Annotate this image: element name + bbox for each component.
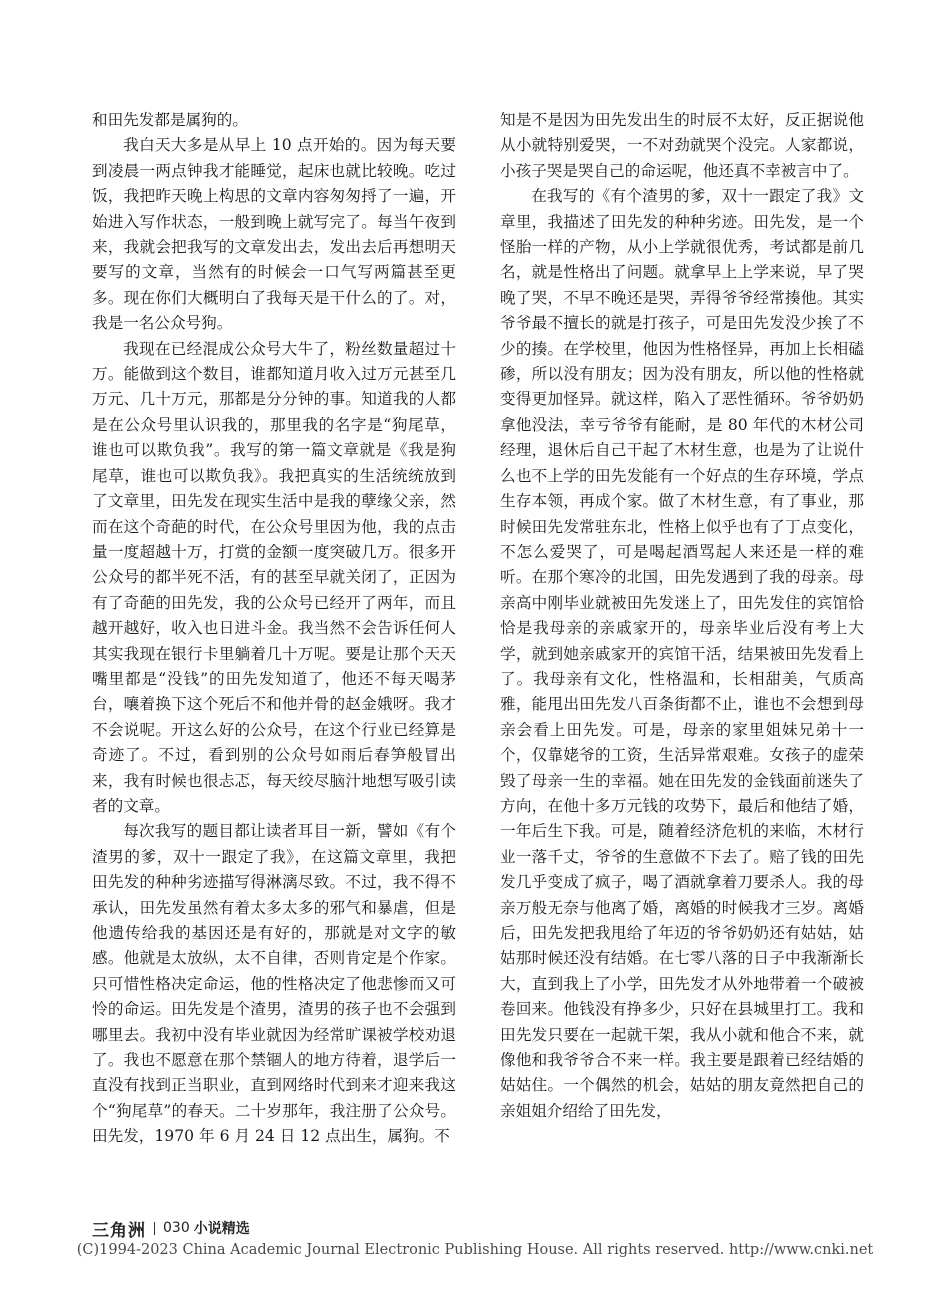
copyright-notice: (C)1994-2023 China Academic Journal Electronic Publishing House. All rights reserved. http://www.cnki.net — [76, 1242, 874, 1258]
paragraph: 我现在已经混成公众号大牛了，粉丝数量超过十万。能做到这个数目，谁都知道月收入过万元甚至几万元、几十万元，那都是分分钟的事。知道我的人都是在公众号里认识我的，那里我的名字是“狗尾草，谁也可以欺负我”。我写的第一篇文章就是《我是狗尾草，谁也可以欺负我》。我把真实的生活统统放到了文章里，田先发在现实生活中是我的孽缘父亲，然而在这个奇葩的时代，在公众号里因为他，我的点击量一度超越十万，打赏的金额一度突破几万。很多开公众号的都半死不活，有的甚至早就关闭了，正因为有了奇葩的田先发，我的公众号已经开了两年，而且越开越好，收入也日进斗金。我当然不会告诉任何人其实我现在银行卡里躺着几十万呢。要是让那个天天嘴里都是“没钱”的田先发知道了，他还不每天喝茅台，嚷着换下这个死后不和他并骨的赵金娥呀。我才不会说呢。开这么好的公众号，在这个行业已经算是奇迹了。不过，看到别的公众号如雨后春笋般冒出来，我有时候也很忐忑，每天绞尽脑汁地想写吸引读者的文章。 — [92, 339, 456, 815]
paragraph: 每次我写的题目都让读者耳目一新，譬如《有个渣男的爹，双十一跟定了我》，在这篇文章里，我把田先发的种种劣迹描写得淋漓尽致。不过，我不得不承认，田先发虽然有着太多太多的邪气和暴虐，但是他遗传给我的基因还是有好的，那就是对文字的敏感。他就是太放纵，太不自律，否则肯定是个作家。只可惜性格决定命运，他的性格决定了他悲惨而又可怜的命运。田先发是个渣男，渣男的孩子也不会强到哪里去。我初中没有毕业就因为经常旷课被学校劝退了。我也不愿意在那个禁锢人的地方待着，退学后一直没有找到正当职业，直到网络时代到来才迎来我这个“狗尾草”的春天。二十岁那年，我注册了公众号。田先发，1970 年 6 月 24 日 12 点出生，属狗。不 — [92, 822, 456, 1146]
magazine-logo: 三角洲 — [92, 1220, 146, 1241]
right-column — [500, 108, 864, 1124]
paragraph: 我白天大多是从早上 10 点开始的。因为每天要到凌晨一两点钟我才能睡觉，起床也就比较晚。吃过饭，我把昨天晚上构思的文章内容匆匆捋了一遍，开始进入写作状态，一般到晚上就写完了。每当午夜到来，我就会把我写的文章发出去，发出去后再想明天要写的文章，当然有的时候会一口气写两篇甚至更多。现在你们大概明白了我每天是干什么的了。对，我是一名公众号狗。 — [92, 136, 456, 333]
paragraph: 和田先发都是属狗的。 — [92, 111, 248, 129]
paragraph: 在我写的《有个渣男的爹，双十一跟定了我》文章里，我描述了田先发的种种劣迹。田先发，是一个怪胎一样的产物，从小上学就很优秀，考试都是前几名，就是性格出了问题。就拿早上上学来说，早了哭晚了哭，不早不晚还是哭，弄得爷爷经常揍他。其实爷爷最不擅长的就是打孩子，可是田先发没少挨了不少的揍。在学校里，他因为性格怪异，再加上长相磕碜，所以没有朋友；因为没有朋友，所以他的性格就变得更加怪异。就这样，陷入了恶性循环。爷爷奶奶拿他没法，幸亏爷爷有能耐，是 80 年代的木材公司经理，退休后自己干起了木材生意，也是为了让说什么也不上学的田先发能有一个好点的生存环境，学点生存本领，再成个家。做了木材生意，有了事业，那时候田先发常驻东北，性格上似乎也有了丁点变化，不怎么爱哭了，可是喝起酒骂起人来还是一样的难听。在那个寒冷的北国，田先发遇到了我的母亲。母亲高中刚毕业就被田先发迷上了，田先发住的宾馆恰恰是我母亲的亲戚家开的，母亲毕业后没有考上大学，就到她亲戚家开的宾馆干活，结果被田先发看上了。我母亲有文化，性格温和，长相甜美，气质高雅，能甩出田先发八百条街都不止，谁也不会想到母亲会看上田先发。可是，母亲的家里姐妹兄弟十一个，仅靠姥爷的工资，生活异常艰难。女孩子的虚荣毁了母亲一生的幸福。她在田先发的金钱面前迷失了方向，在他十多万元钱的攻势下，最后和他结了婚，一年后生下我。可是，随着经济危机的来临，木材行业一落千丈，爷爷的生意做不下去了。赔了钱的田先发几乎变成了疯子，喝了酒就拿着刀要杀人。我的母亲万般无奈与他离了婚，离婚的时候我才三岁。离婚后，田先发把我甩给了年迈的爷爷奶奶还有姑姑，姑姑那时候还没有结婚。在七零八落的日子中我渐渐长大，直到我上了小学，田先发才从外地带着一个破被卷回来。他钱没有挣多少，只好在县城里打工。我和田先发只要在一起就干架，我从小就和他合不来，就像他和我爷爷合不来一样。我主要是跟着已经结婚的姑姑住。一个偶然的机会，姑姑的朋友竟然把自己的亲姐姐介绍给了田先发， — [500, 187, 864, 1120]
left-column — [92, 108, 456, 1150]
magazine-name: 小说精选 — [193, 1221, 250, 1237]
page-footer — [92, 1217, 250, 1239]
paragraph: 知是不是因为田先发出生的时辰不太好，反正据说他从小就特别爱哭，一不对劲就哭个没完。人家都说，小孩子哭是哭自己的命运呢，他还真不幸被言中了。 — [500, 111, 864, 180]
footer-divider — [154, 1222, 155, 1235]
page-number: 030 — [163, 1220, 190, 1236]
